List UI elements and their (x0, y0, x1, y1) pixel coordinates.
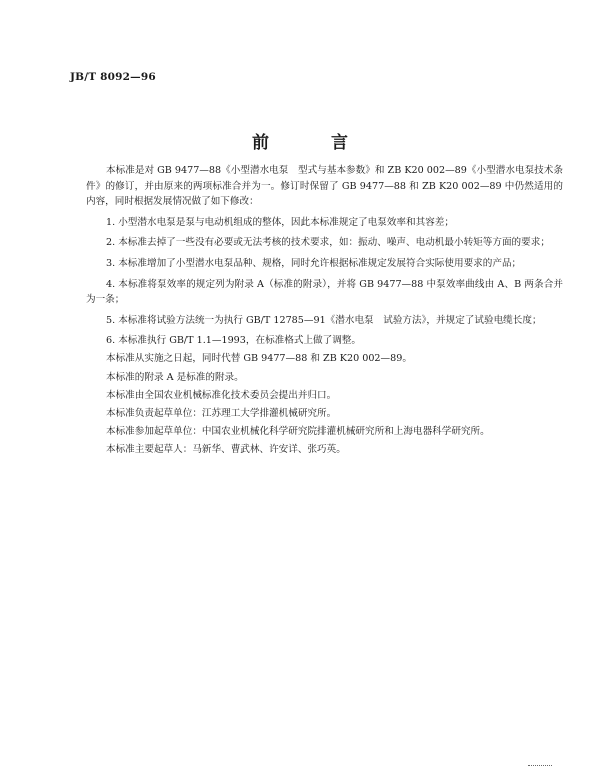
paragraph-intro: 本标准是对 GB 9477—88《小型潜水电泵 型式与基本参数》和 ZB K20 002—89《小型潜水电泵技术条件》的修订，并由原来的两项标准合并为一。修订时保留了 GB 9477—88 和 ZB K20 002—89 中仍然适用的内容，同时根据发展情况做了如下修改： (86, 165, 563, 208)
paragraph-item-2: 2. 本标准去掉了一些没有必要或无法考核的技术要求，如：振动、噪声、电动机最小转矩等方面的要求； (106, 237, 550, 249)
paragraph-item-1: 1. 小型潜水电泵是泵与电动机组成的整体，因此本标准规定了电泵效率和其容差； (106, 216, 454, 228)
paragraph-appendix: 本标准的附录 A 是标准的附录。 (106, 371, 244, 383)
paragraph-drafters: 本标准主要起草人：马新华、曹武林、许安详、张巧英。 (106, 443, 346, 455)
paragraph-drafting-unit: 本标准负责起草单位：江苏理工大学排灌机械研究所。 (106, 407, 337, 419)
paragraph-proposer: 本标准由全国农业机械标准化技术委员会提出并归口。 (106, 389, 337, 401)
paragraph-item-6: 6. 本标准执行 GB/T 1.1—1993，在标准格式上做了调整。 (106, 335, 362, 347)
paragraph-participating-units: 本标准参加起草单位：中国农业机械化科学研究院排灌机械研究所和上海电器科学研究所。 (106, 425, 490, 437)
paragraph-item-5: 5. 本标准将试验方法统一为执行 GB/T 12785—91《潜水电泵 试验方法》，并规定了试验电缆长度； (106, 314, 542, 326)
standard-code: JB/T 8092—96 (70, 71, 156, 83)
page-title: 前 言 (252, 133, 376, 153)
paragraph-item-4: 4. 本标准将泵效率的规定列为附录 A（标准的附录），并将 GB 9477—88 中泵效率曲线由 A、B 两条合并为一条； (86, 278, 563, 306)
paragraph-item-3: 3. 本标准增加了小型潜水电泵品种、规格，同时允许根据标准规定发展符合实际使用要求的产品； (106, 257, 522, 269)
foreword-body (86, 163, 563, 460)
paragraph-replacement: 本标准从实施之日起，同时代替 GB 9477—88 和 ZB K20 002—89。 (106, 353, 412, 365)
page-corner-mark (528, 765, 552, 769)
